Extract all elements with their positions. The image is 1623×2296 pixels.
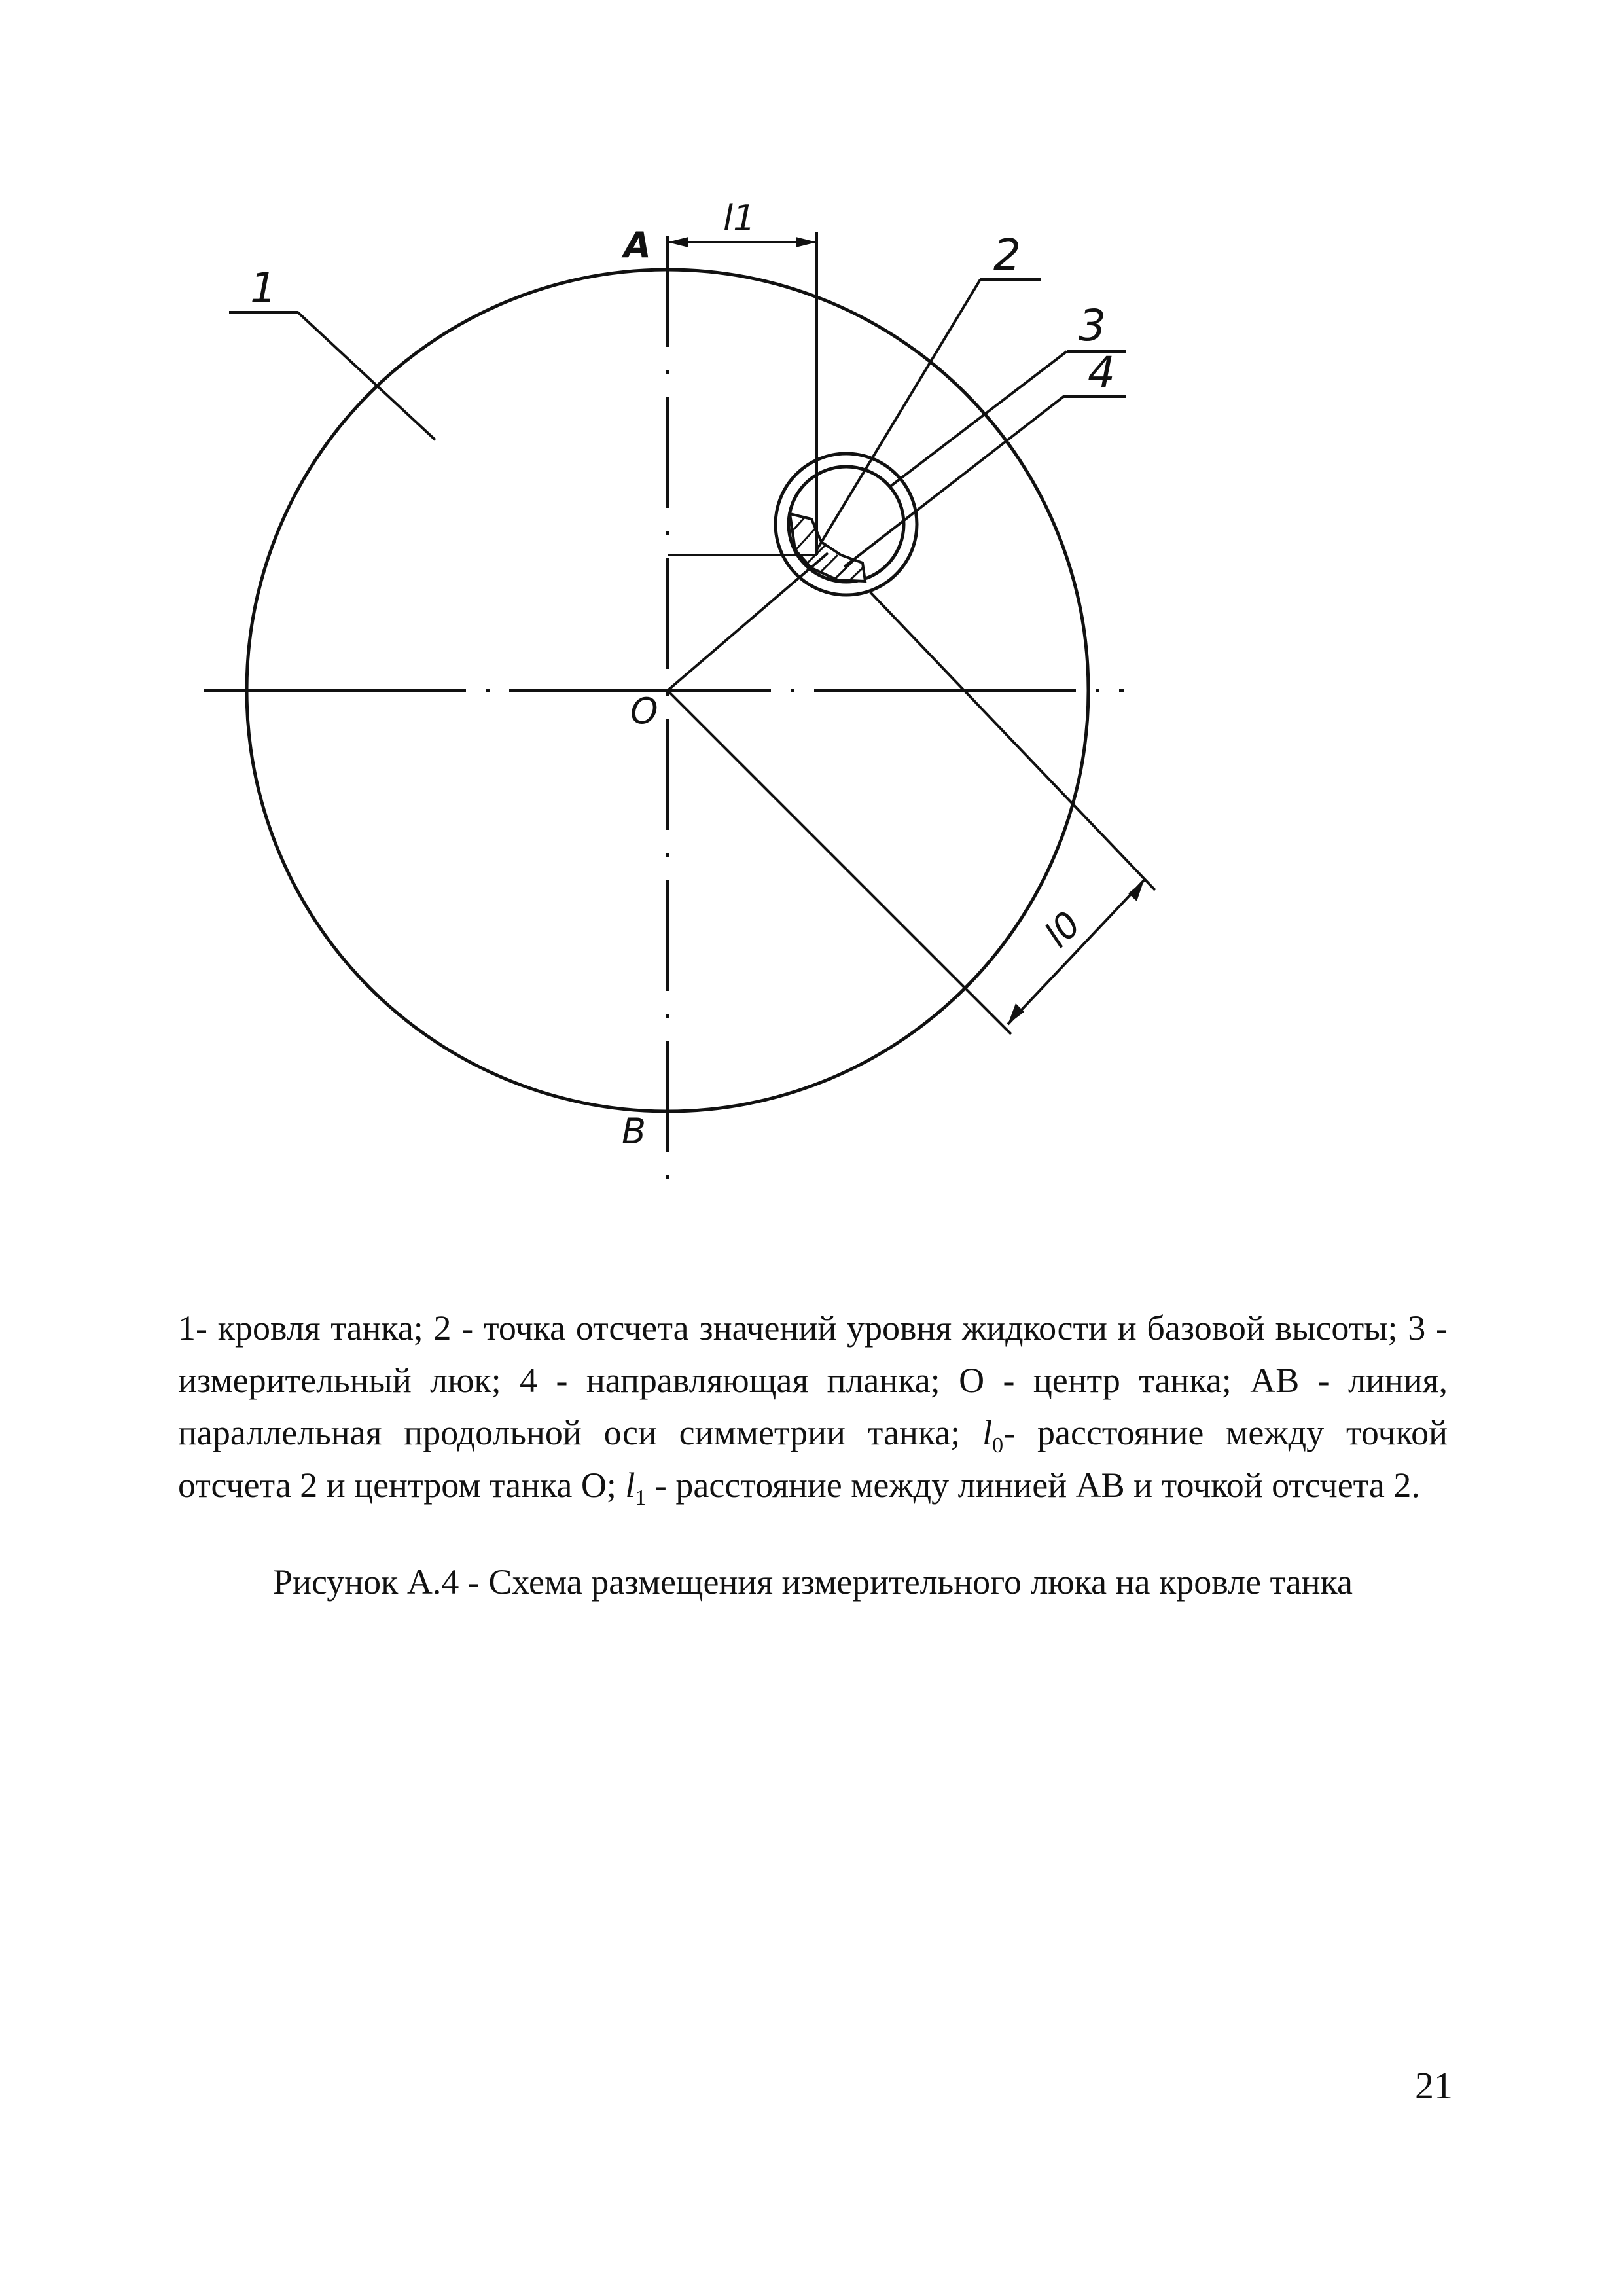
label-guide-plate: 4	[1088, 348, 1115, 398]
label-point-a: A	[624, 224, 651, 266]
label-center-o: O	[630, 691, 658, 732]
label-point-b: B	[622, 1111, 647, 1152]
label-roof: 1	[250, 264, 277, 313]
radius-extension-line	[668, 691, 1011, 1034]
label-reference-point: 2	[993, 230, 1021, 280]
figure-legend	[178, 1302, 1448, 1511]
legend-part-2: - расстояние между точкой отсчета 2 и центром танка О;	[178, 1413, 1448, 1505]
leader-1	[229, 312, 435, 440]
legend-part-3: - расстояние между линией АВ и точкой отсчета 2.	[646, 1465, 1420, 1505]
label-hatch: 3	[1079, 300, 1106, 351]
legend-l1-letter: l	[625, 1465, 635, 1505]
figure-caption: Рисунок А.4 - Схема размещения измерительного люка на кровле танка	[273, 1562, 1353, 1602]
page-number: 21	[1415, 2064, 1453, 2107]
label-l1: l1	[723, 198, 756, 239]
hatch-extension-line	[870, 592, 1155, 890]
legend-l0-letter: l	[982, 1413, 993, 1452]
leader-2	[817, 279, 1041, 550]
o-to-point-2-line	[668, 553, 828, 691]
legend-part-1: 1- кровля танка; 2 - точка отсчета значений уровня жидкости и базовой высоты; 3 - измерительный люк; 4 - направляющая планка; О - центр танка; АВ - линия, параллельная продольной оси симметрии танка;	[178, 1308, 1448, 1452]
legend-l1-sub: 1	[635, 1485, 647, 1510]
guide-plate	[790, 514, 865, 581]
label-l0: l0	[1037, 903, 1089, 956]
legend-l0-sub: 0	[992, 1433, 1004, 1458]
l0-dimension	[1008, 880, 1144, 1024]
